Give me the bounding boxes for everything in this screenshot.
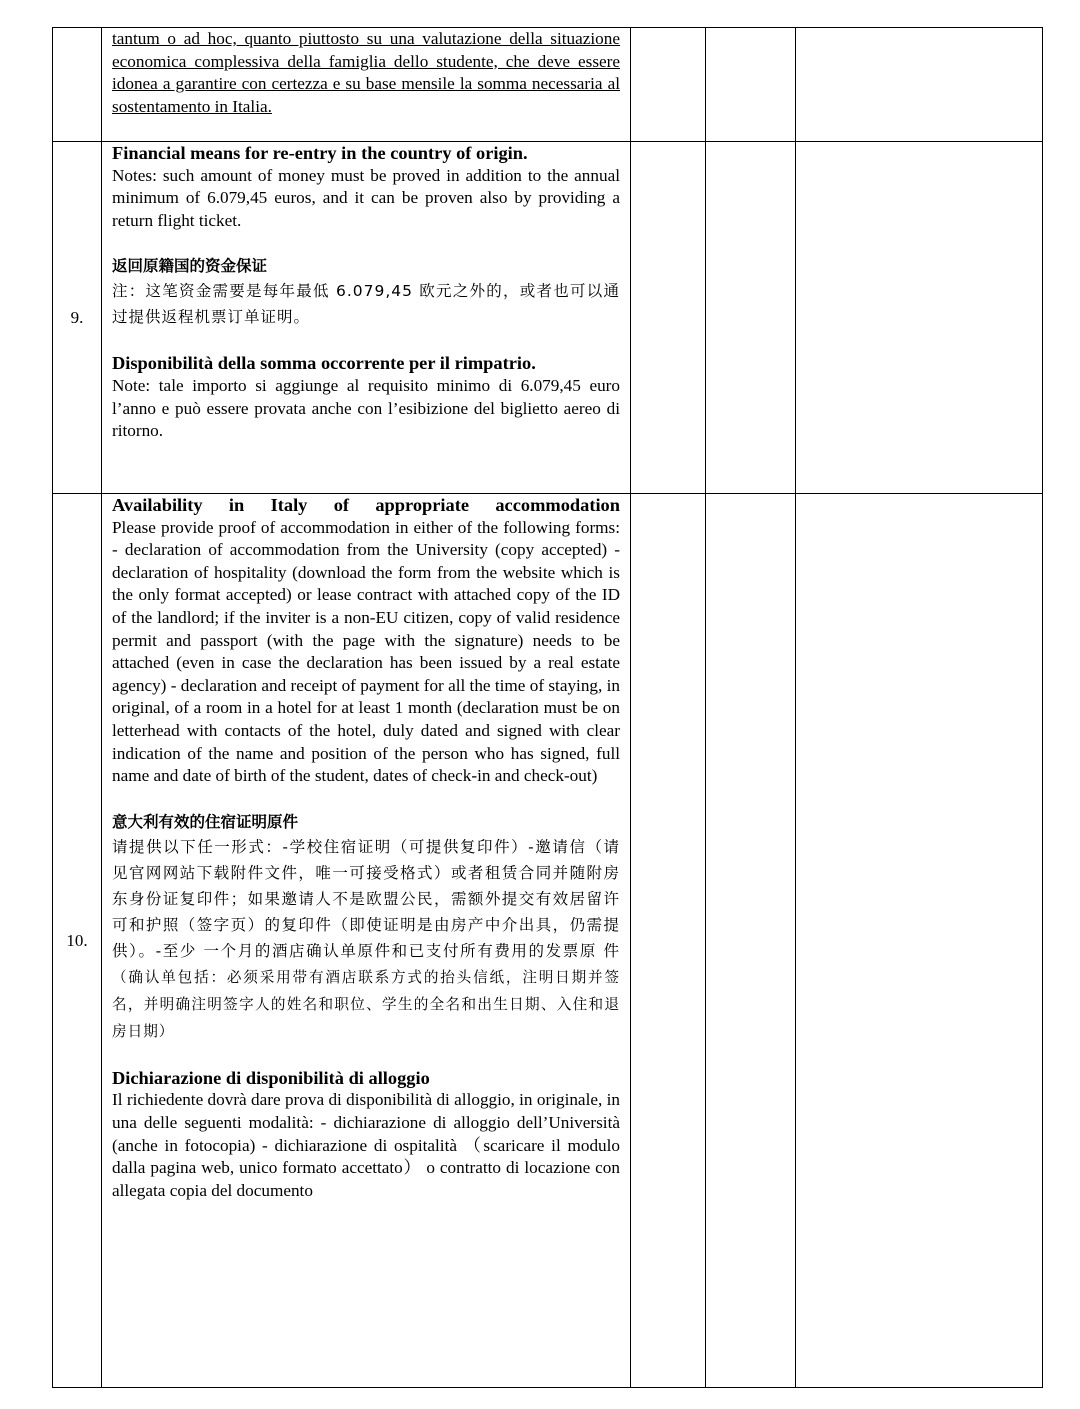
- italian-title: Disponibilità della somma occorrente per il rimpatrio.: [112, 353, 536, 374]
- row-number: 9.: [53, 142, 102, 494]
- requirement-cell: [102, 494, 631, 1388]
- table-row: [53, 28, 1043, 142]
- italian-notes: Note: tale importo si aggiunge al requisito minimo di 6.079,45 euro l’anno e può essere provata anche con l’esibizione del biglietto aereo di ritorno.: [112, 375, 620, 441]
- english-notes: Notes: such amount of money must be proved in addition to the annual minimum of 6.079,45 euros, and it can be proven also by providing a return flight ticket.: [112, 165, 620, 230]
- row-number: [53, 28, 102, 142]
- blank-cell: [706, 494, 796, 1388]
- chinese-notes: 请提供以下任一形式：-学校住宿证明（可提供复印件）-邀请信（请见官网网站下载附件文件，唯一可接受格式）或者租赁合同并随附房东身份证复印件；如果邀请人不是欧盟公民，需额外提交有效居留许可和护照（签字页）的复印件（即使证明是由房产中介出具，仍需提供）。-至少 一个月的酒店确认单原件和已支付所有费用的发票原 件: [112, 837, 620, 960]
- blank-cell: [706, 142, 796, 494]
- chinese-notes: 注：这笔资金需要是每年最低 6.079,45 欧元之外的，或者也可以通过提供返程机票订单证明。: [112, 282, 620, 327]
- blank-cell: [631, 28, 706, 142]
- italian-title: Dichiarazione di disponibilità di alloggio: [112, 1067, 430, 1088]
- requirement-cell: [102, 28, 631, 142]
- english-title: Financial means for re-entry in the country of origin.: [112, 143, 528, 163]
- chinese-notes-block: [112, 834, 620, 1045]
- chinese-notes-detail: （确认单包括：必须采用带有酒店联系方式的抬头信纸，注明日期并签名，并明确注明签字人的姓名和职位、学生的全名和出生日期、入住和退房日期）: [112, 968, 620, 1040]
- chinese-title: 返回原籍国的资金保证: [112, 257, 268, 276]
- blank-cell: [796, 28, 1043, 142]
- requirement-cell: [102, 142, 631, 494]
- italian-notes: Il richiedente dovrà dare prova di disponibilità di alloggio, in originale, in una delle seguenti modalità: - dichiarazione di alloggio dell’Università (anche in fotocopia) - dichiarazione di ospitalità （scaricare il modulo dalla pagina web, unico formato accettato） o contratto di locazione con allegata copia del documento: [112, 1090, 620, 1200]
- blank-cell: [631, 494, 706, 1388]
- chinese-title: 意大利有效的住宿证明原件: [112, 812, 299, 831]
- table-row: [53, 494, 1043, 1388]
- blank-cell: [796, 142, 1043, 494]
- english-title: Availability in Italy of appropriate accommodation: [112, 495, 620, 515]
- continuation-text: tantum o ad hoc, quanto piuttosto su una valutazione della situazione economica complessiva della famiglia dello studente, che deve essere idonea a garantire con certezza e su base mensile la somma necessaria al sostentamento in Italia.: [112, 29, 620, 116]
- table-row: [53, 142, 1043, 494]
- blank-cell: [796, 494, 1043, 1388]
- blank-cell: [631, 142, 706, 494]
- english-notes: Please provide proof of accommodation in either of the following forms: - declaration of accommodation from the University (copy accepted) - declaration of hospitality (download the form from the website which is the only format accepted) or lease contract with attached copy of the ID of the landlord; if the inviter is a non-EU citizen, copy of valid residence permit and passport (with the page with the signature) needs to be attached (even in case the declaration has been issued by a real estate agency) - declaration and receipt of payment for all the time of staying, in original, of a room in a hotel for at least 1 month (declaration must be on letterhead with contacts of the hotel, duly dated and signed with clear indication of the name and position of the person who has signed, full name and date of birth of the student, dates of check-in and check-out): [112, 517, 620, 786]
- row-number: 10.: [53, 494, 102, 1388]
- checklist-table: [52, 27, 1043, 1388]
- blank-cell: [706, 28, 796, 142]
